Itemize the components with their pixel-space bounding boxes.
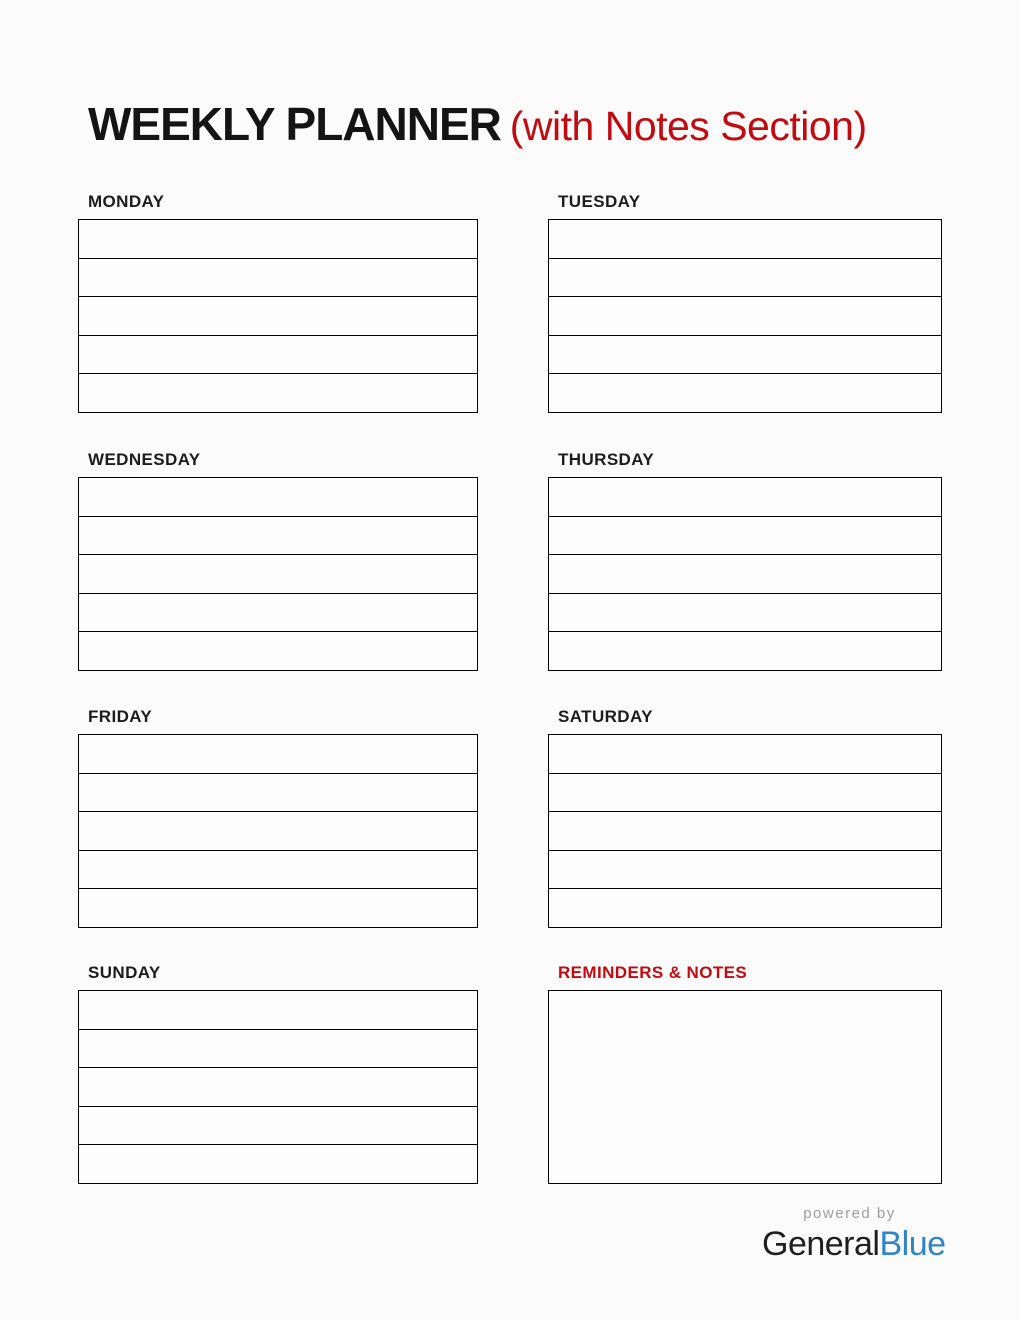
planner-row	[79, 1068, 477, 1107]
day-table-monday	[78, 219, 478, 413]
planner-row	[79, 991, 477, 1030]
planner-row	[549, 851, 941, 890]
day-label-thursday: THURSDAY	[558, 450, 655, 469]
day-label-wednesday: WEDNESDAY	[88, 450, 201, 469]
planner-row	[79, 1030, 477, 1069]
reminders-notes-box	[548, 990, 942, 1184]
planner-row	[79, 851, 477, 890]
planner-row	[549, 259, 941, 298]
day-table-sunday	[78, 990, 478, 1184]
day-label-friday: FRIDAY	[88, 707, 153, 726]
planner-row	[79, 297, 477, 336]
reminders-notes-label: REMINDERS & NOTES	[558, 963, 748, 982]
planner-row	[79, 594, 477, 633]
planner-row	[549, 774, 941, 813]
footer-brand	[762, 1205, 946, 1263]
planner-row	[79, 632, 477, 670]
brand-text-general: General	[762, 1225, 880, 1263]
planner-row	[79, 1107, 477, 1146]
planner-row	[79, 374, 477, 412]
section-saturday	[548, 708, 942, 928]
brand-text-blue: Blue	[879, 1225, 946, 1263]
planner-row	[79, 259, 477, 298]
planner-row	[79, 735, 477, 774]
section-monday	[78, 193, 478, 413]
section-wednesday	[78, 451, 478, 671]
planner-row	[79, 774, 477, 813]
section-tuesday	[548, 193, 942, 413]
planner-row	[549, 632, 941, 670]
page-title-sub: (with Notes Section)	[509, 103, 867, 149]
planner-row	[79, 478, 477, 517]
planner-row	[549, 374, 941, 412]
planner-row	[549, 812, 941, 851]
planner-row	[549, 297, 941, 336]
planner-row	[79, 336, 477, 375]
section-friday	[78, 708, 478, 928]
planner-row	[79, 812, 477, 851]
section-reminders-notes	[548, 964, 942, 1184]
planner-row	[549, 889, 941, 927]
planner-row	[79, 1145, 477, 1183]
day-label-tuesday: TUESDAY	[558, 192, 641, 211]
planner-row	[79, 889, 477, 927]
generalblue-logo	[762, 1225, 946, 1263]
planner-row	[79, 517, 477, 556]
day-label-monday: MONDAY	[88, 192, 165, 211]
section-sunday	[78, 964, 478, 1184]
powered-by-text: powered by	[803, 1205, 896, 1222]
planner-row	[79, 220, 477, 259]
planner-row	[549, 594, 941, 633]
planner-row	[549, 220, 941, 259]
planner-row	[549, 555, 941, 594]
planner-row	[79, 555, 477, 594]
planner-row	[549, 336, 941, 375]
day-table-friday	[78, 734, 478, 928]
day-table-wednesday	[78, 477, 478, 671]
planner-row	[549, 735, 941, 774]
planner-row	[549, 517, 941, 556]
page-title-main: WEEKLY PLANNER	[88, 98, 501, 150]
day-label-sunday: SUNDAY	[88, 963, 161, 982]
section-thursday	[548, 451, 942, 671]
page-title	[88, 98, 867, 155]
day-table-saturday	[548, 734, 942, 928]
day-label-saturday: SATURDAY	[558, 707, 653, 726]
day-table-tuesday	[548, 219, 942, 413]
planner-row	[549, 478, 941, 517]
day-table-thursday	[548, 477, 942, 671]
